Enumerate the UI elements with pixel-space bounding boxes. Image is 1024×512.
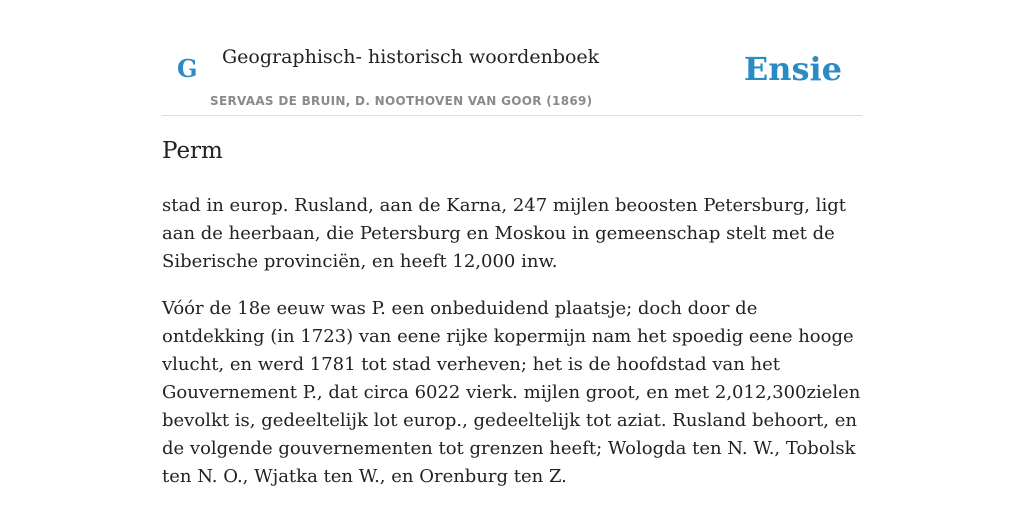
ensie-logo-link[interactable]: Ensie: [743, 50, 842, 88]
entry-paragraph: stad in europ. Rusland, aan de Karna, 247 mijlen beoosten Petersburg, ligt aan de heerbaan, die Petersburg en Moskou in gemeenschap stelt met de Siberische provinciën, en heeft 12,000 inw.: [162, 195, 846, 272]
dictionary-header: [162, 40, 862, 116]
entry-paragraph: Vóór de 18e eeuw was P. een onbeduidend plaatsje; doch door de ontdekking (in 1723) van eene rijke kopermijn nam het spoedig eene hooge vlucht, en werd 1781 tot stad verheven; het is de hoofdstad van het Gouvernement P., dat circa 6022 vierk. mijlen groot, en met 2,012,300zielen bevolkt is, gedeeltelijk lot europ., gedeeltelijk tot aziat. Rusland behoort, en de volgende gouvernementen tot grenzen heeft; Wologda ten N. W., Tobolsk ten N. O., Wjatka ten W., en Orenburg ten Z.: [162, 298, 861, 487]
entry-content: [162, 192, 862, 510]
entry-title: Perm: [162, 138, 223, 164]
dictionary-authors: SERVAAS DE BRUIN, D. NOOTHOVEN VAN GOOR (1869): [210, 94, 593, 108]
dictionary-letter: G: [177, 54, 198, 83]
dictionary-title[interactable]: Geographisch- historisch woordenboek: [222, 46, 600, 68]
